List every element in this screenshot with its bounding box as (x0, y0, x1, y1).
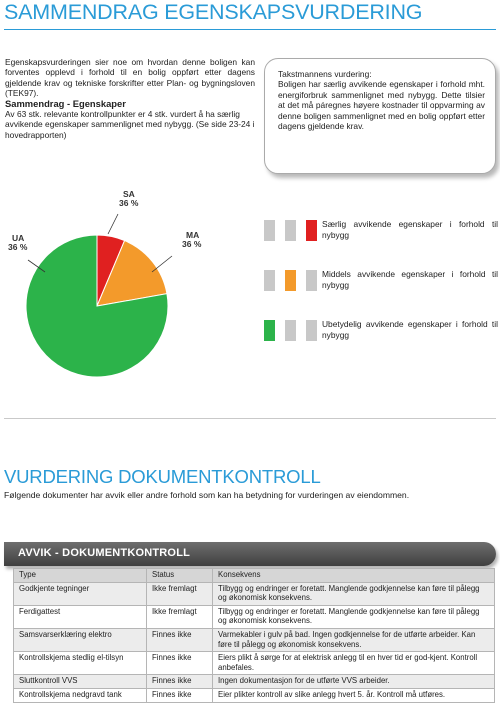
legend-label: Særlig avvikende egenskaper i forhold til nybygg (322, 219, 498, 240)
cell-status: Finnes ikke (147, 675, 213, 689)
legend-swatch (306, 320, 317, 341)
legend-swatch (306, 220, 317, 241)
intro-section (5, 57, 255, 140)
legend-swatch (285, 320, 296, 341)
cell-type: Ferdigattest (14, 605, 147, 628)
table-row (14, 582, 495, 605)
legend-item-ma (264, 266, 498, 296)
cell-type: Samsvarserklæring elektro (14, 628, 147, 651)
legend-swatch (264, 270, 275, 291)
legend-item-ua (264, 316, 498, 346)
page-title: SAMMENDRAG EGENSKAPSVURDERING (4, 0, 423, 24)
table-row (14, 652, 495, 675)
pie-chart (0, 186, 250, 408)
cell-status: Finnes ikke (147, 688, 213, 702)
column-header-status: Status (147, 569, 213, 583)
legend-item-sa (264, 216, 498, 246)
cell-type: Godkjente tegninger (14, 582, 147, 605)
pie-slice-label: MA (186, 230, 200, 240)
cell-consequence: Eiers plikt å sørge for at elektrisk anlegg til en hver tid er god-kjent. Kontroll anbefales. (213, 652, 495, 675)
table-row (14, 628, 495, 651)
legend-swatch (285, 220, 296, 241)
cell-type: Kontrollskjema nedgravd tank (14, 688, 147, 702)
table-row (14, 605, 495, 628)
legend-swatch (264, 320, 275, 341)
table-row (14, 675, 495, 689)
intro-text: Egenskapsvurderingen sier noe om hvordan denne boligen kan forventes opplevd i forhold til en bolig oppført etter dagens gjeldende krav og tekniske forskrifter etter Plan- og bygningsloven (TEK97). (5, 57, 255, 98)
doc-control-subtitle: Følgende dokumenter har avvik eller andre forhold som kan ha betydning for vurderingen av eiendommen. (4, 490, 410, 500)
cell-consequence: Tilbygg og endringer er foretatt. Manglende godkjennelse kan føre til pålegg og økonomisk konsekvens. (213, 582, 495, 605)
legend-swatch (285, 270, 296, 291)
cell-type: Sluttkontroll VVS (14, 675, 147, 689)
deviation-table (13, 568, 495, 703)
table-header-row (14, 569, 495, 583)
legend-swatch (264, 220, 275, 241)
cell-status: Ikke fremlagt (147, 605, 213, 628)
deviation-banner (4, 542, 496, 566)
cell-status: Finnes ikke (147, 628, 213, 651)
pie-chart-svg (0, 186, 250, 408)
summary-subtitle: Sammendrag - Egenskaper (5, 98, 126, 110)
cell-consequence: Ingen dokumentasjon for de utførte VVS arbeider. (213, 675, 495, 689)
table-row (14, 688, 495, 702)
deviation-banner-label: AVVIK - DOKUMENTKONTROLL (18, 547, 191, 559)
assessor-title: Takstmannens vurdering: (278, 69, 372, 79)
summary-text: Av 63 stk. relevante kontrollpunkter er 4 stk. vurdert å ha særlig avvikende egenskaper sammenlignet med nybygg. (Se side 23-24 i hovedrapporten) (5, 109, 255, 140)
assessor-assessment-box (264, 58, 496, 174)
cell-status: Finnes ikke (147, 652, 213, 675)
column-header-consequence: Konsekvens (213, 569, 495, 583)
assessor-text: Boligen har særlig avvikende egenskaper i forhold mht. energiforbruk sammenlignet med nybygg. Dette tilsier at det må páregnes høyere kostnader til oppvarming av denne boligen sammenlignet med en bolig oppført etter dagens gjeldende krav. (278, 79, 485, 132)
pie-slice-value: 36 % (182, 239, 202, 249)
doc-control-title: VURDERING DOKUMENTKONTROLL (4, 466, 321, 487)
legend-swatch (306, 270, 317, 291)
cell-consequence: Varmekabler i gulv på bad. Ingen godkjennelse for de utførte arbeider. Kan føre til pålegg og økonomisk konsekvens. (213, 628, 495, 651)
pie-leader-line (108, 214, 118, 234)
title-underline (4, 29, 496, 30)
legend-label: Ubetydelig avvikende egenskaper i forhold til nybygg (322, 319, 498, 340)
cell-consequence: Tilbygg og endringer er foretatt. Manglende godkjennelse kan føre til pålegg og økonomisk konsekvens. (213, 605, 495, 628)
column-header-type: Type (14, 569, 147, 583)
section-divider (4, 418, 496, 419)
cell-consequence: Eier plikter kontroll av slike anlegg hvert 5. år. Kontroll må utføres. (213, 688, 495, 702)
pie-slice-label: SA (123, 189, 135, 199)
pie-slice-value: 36 % (8, 242, 28, 252)
cell-type: Kontrollskjema stedlig el-tilsyn (14, 652, 147, 675)
pie-slice-value: 36 % (119, 198, 139, 208)
pie-leader-line (152, 256, 172, 272)
legend-label: Middels avvikende egenskaper i forhold til nybygg (322, 269, 498, 290)
cell-status: Ikke fremlagt (147, 582, 213, 605)
pie-slice-label: UA (12, 233, 25, 243)
